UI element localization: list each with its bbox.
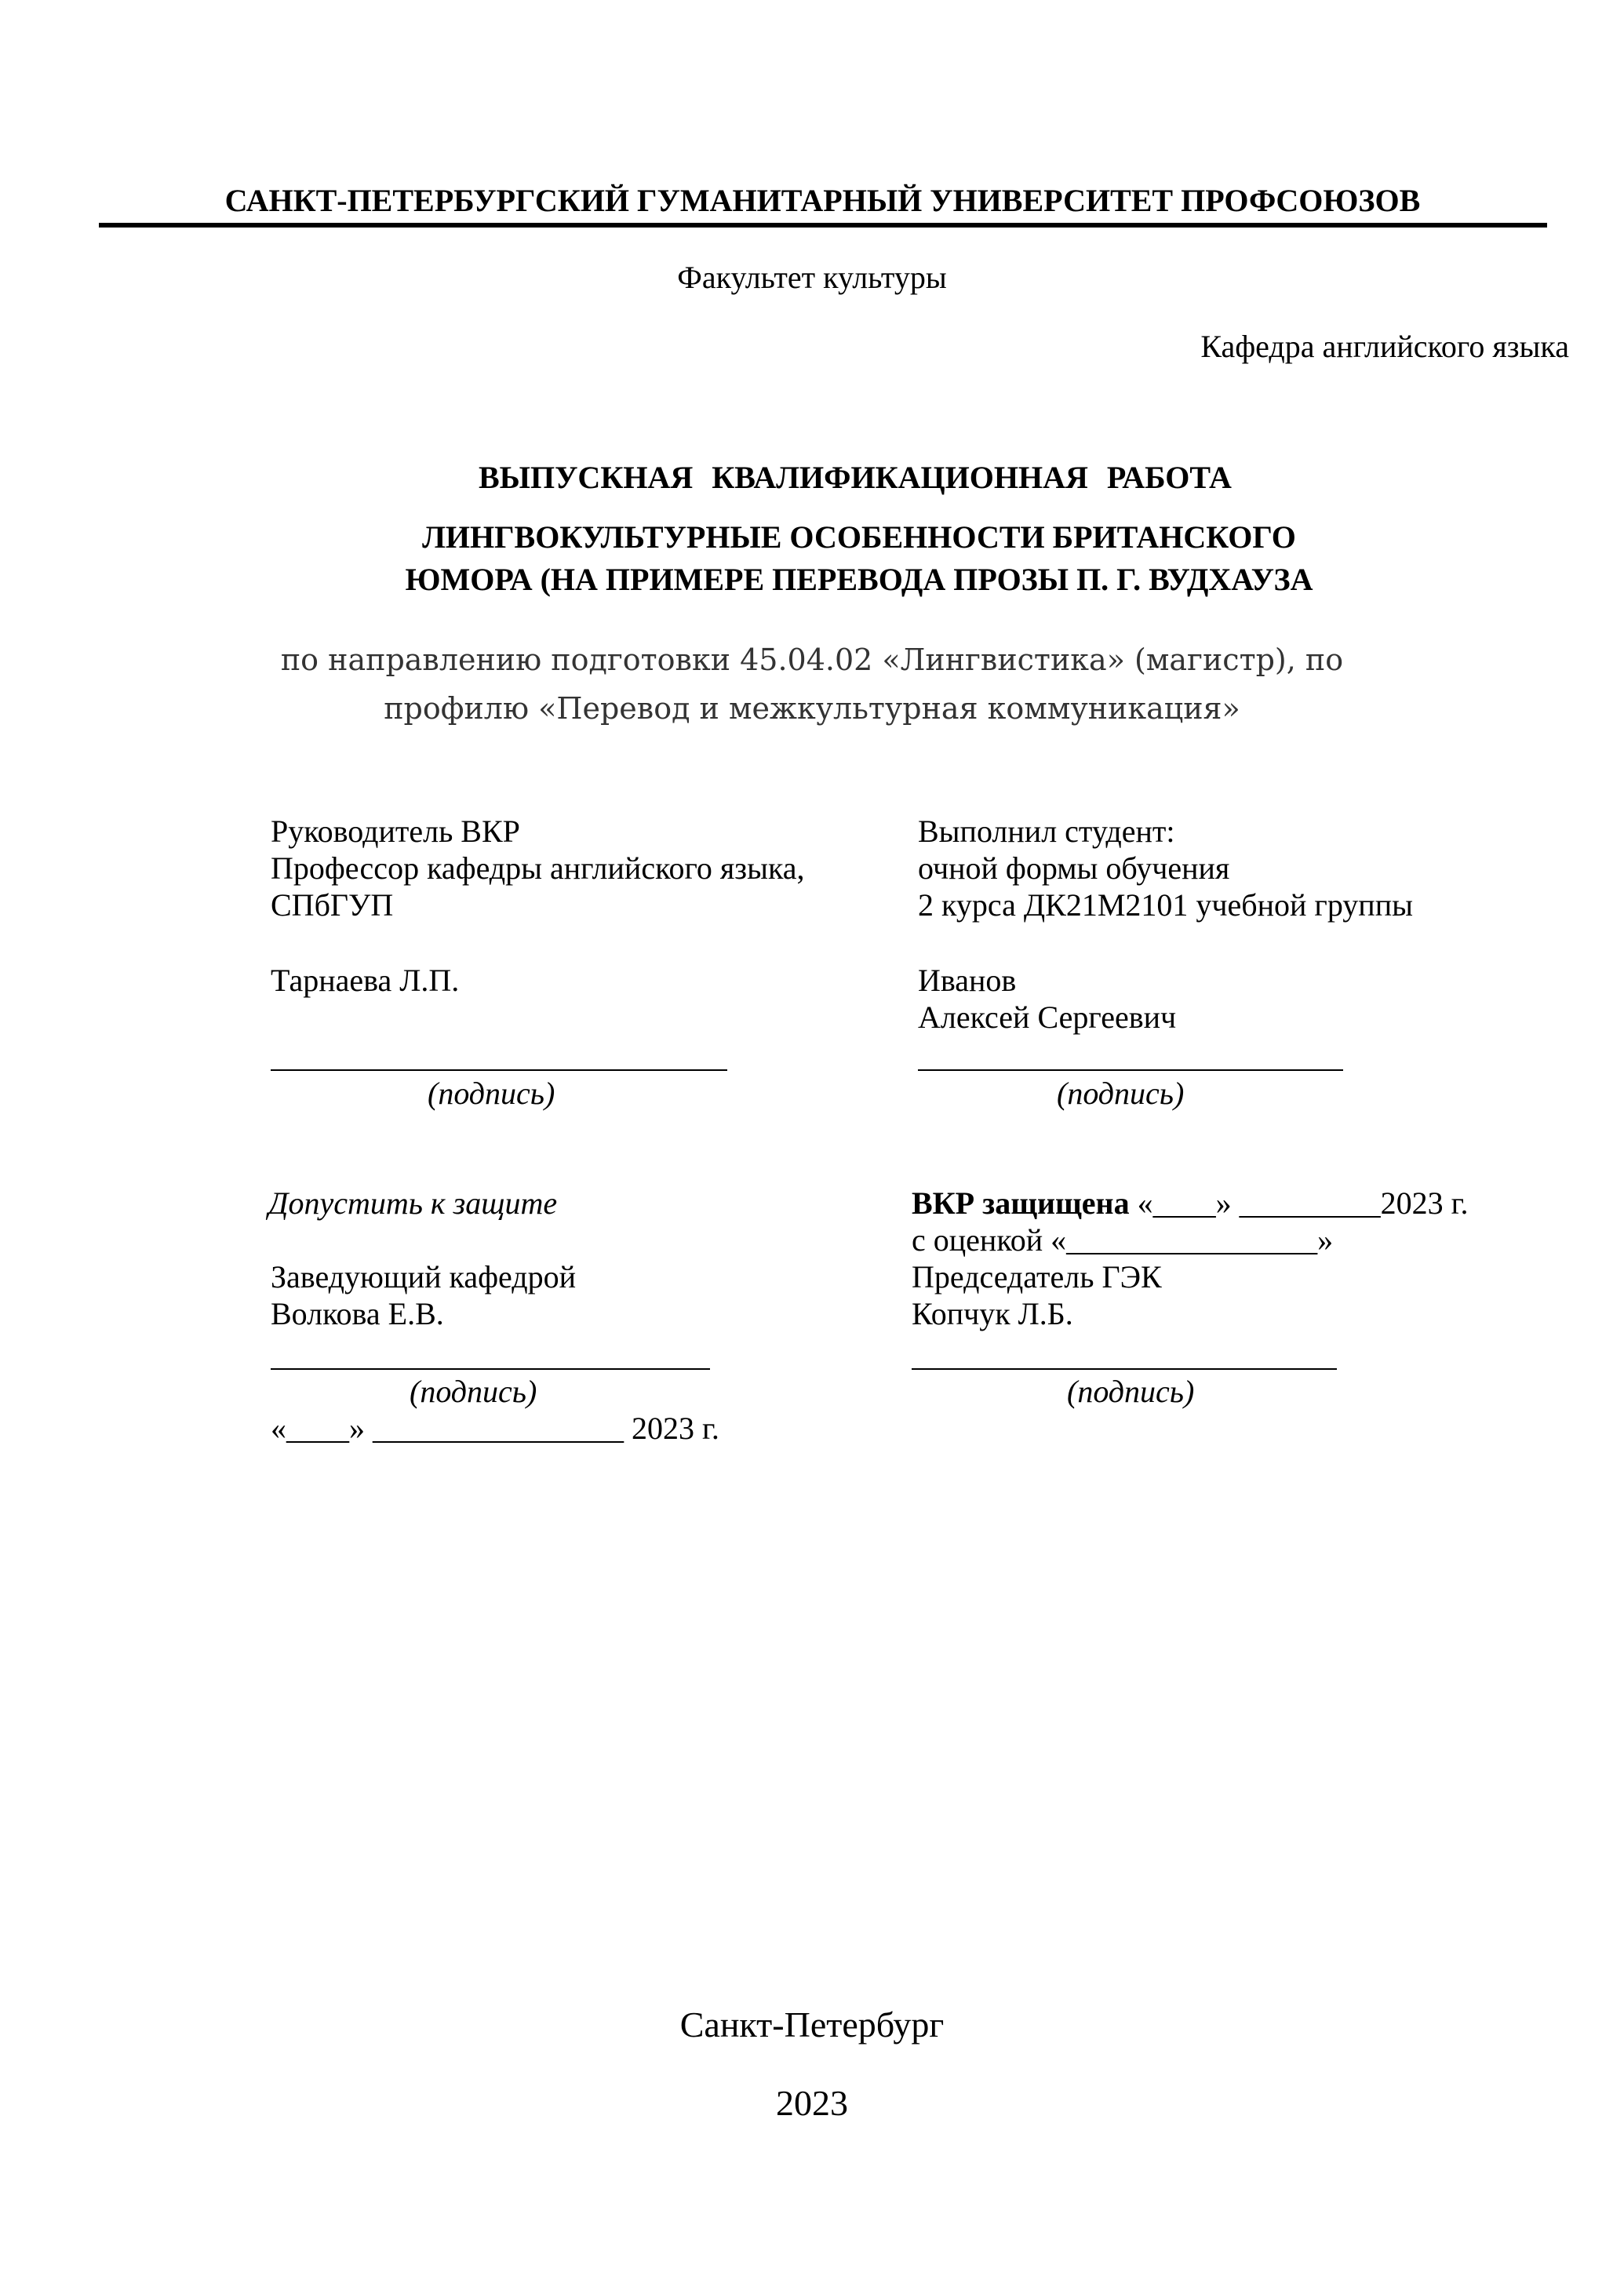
chair-role: Председатель ГЭК xyxy=(912,1259,1162,1294)
study-direction xyxy=(0,635,1624,733)
supervisor-name: Тарнаева Л.П. xyxy=(271,963,460,998)
defense-line xyxy=(912,1185,1468,1222)
student-group: 2 курса ДК21М2101 учебной группы xyxy=(918,887,1413,923)
student-role: Выполнил студент: xyxy=(918,814,1175,849)
head-signature-caption: (подпись) xyxy=(410,1374,537,1409)
student-block xyxy=(918,813,1413,923)
supervisor-signature-caption: (подпись) xyxy=(428,1076,555,1111)
faculty-name: Факультет культуры xyxy=(677,260,947,295)
defense-label: ВКР защищена xyxy=(912,1185,1130,1221)
student-given-names: Алексей Сергеевич xyxy=(918,1000,1177,1035)
supervisor-block xyxy=(271,813,805,923)
student-name xyxy=(918,962,1176,1036)
supervisor-position-1: Профессор кафедры английского языка, xyxy=(271,850,805,886)
topic-line-1: ЛИНГВОКУЛЬТУРНЫЕ ОСОБЕННОСТИ БРИТАНСКОГО xyxy=(422,519,1296,555)
direction-line-1: по направлению подготовки 45.04.02 «Лингвистика» (магистр), по xyxy=(280,643,1344,677)
admission-label: Допустить к защите xyxy=(268,1185,558,1221)
gek-chair xyxy=(912,1258,1162,1332)
supervisor-role: Руководитель ВКР xyxy=(271,814,520,849)
university-name: САНКТ-ПЕТЕРБУРГСКИЙ ГУМАНИТАРНЫЙ УНИВЕРСИТЕТ ПРОФСОЮЗОВ xyxy=(224,183,1421,218)
head-of-department xyxy=(271,1258,576,1332)
supervisor-signature-line xyxy=(271,1069,727,1071)
student-signature-line xyxy=(918,1069,1343,1071)
thesis-topic xyxy=(337,516,1381,601)
chair-signature-line xyxy=(912,1368,1337,1370)
chair-name: Копчук Л.Б. xyxy=(912,1296,1073,1331)
student-form: очной формы обучения xyxy=(918,850,1230,886)
student-signature-caption: (подпись) xyxy=(1057,1076,1185,1111)
head-name: Волкова Е.В. xyxy=(271,1296,444,1331)
head-signature-line xyxy=(271,1368,710,1370)
defense-grade-line: с оценкой «________________» xyxy=(912,1222,1334,1258)
direction-line-2: профилю «Перевод и межкультурная коммуникация» xyxy=(384,691,1240,726)
supervisor-position-2: СПбГУП xyxy=(271,887,394,923)
footer-year: 2023 xyxy=(776,2083,848,2123)
work-type-heading: ВЫПУСКНАЯ КВАЛИФИКАЦИОННАЯ РАБОТА xyxy=(479,460,1232,495)
head-role: Заведующий кафедрой xyxy=(271,1259,577,1294)
student-surname: Иванов xyxy=(918,963,1017,998)
defense-date: «____» _________2023 г. xyxy=(1129,1185,1469,1221)
header-rule xyxy=(99,223,1547,228)
department-name: Кафедра английского языка xyxy=(1200,329,1569,364)
topic-line-2: ЮМОРА (НА ПРИМЕРЕ ПЕРЕВОДА ПРОЗЫ П. Г. ВУДХАУЗА xyxy=(405,562,1313,597)
chair-signature-caption: (подпись) xyxy=(1067,1374,1195,1409)
footer-city: Санкт-Петербург xyxy=(679,2005,945,2045)
admission-date-line: «____» ________________ 2023 г. xyxy=(271,1411,719,1446)
